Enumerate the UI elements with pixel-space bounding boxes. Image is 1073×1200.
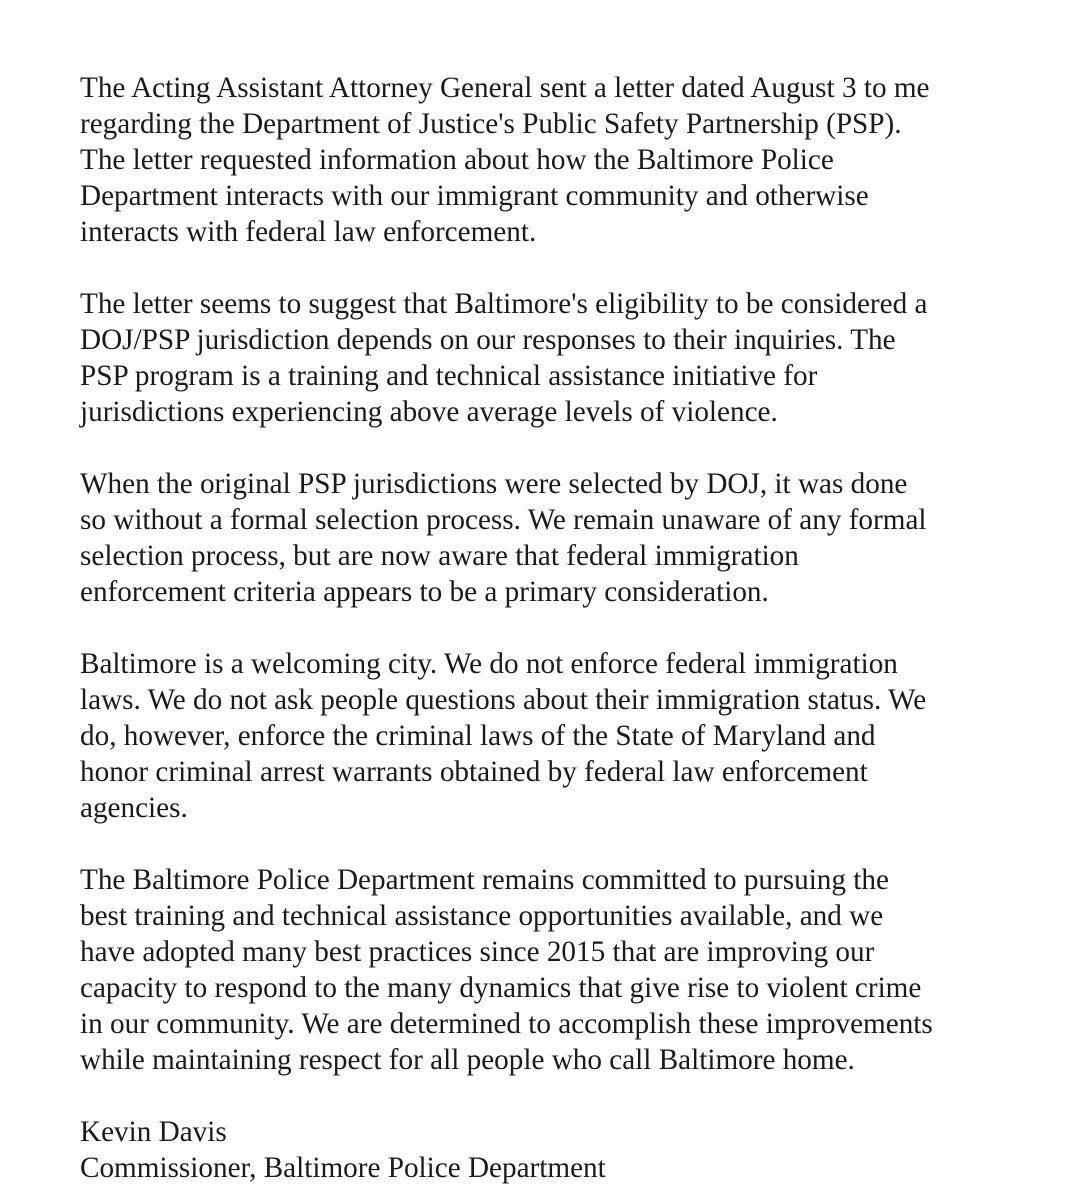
text-line: honor criminal arrest warrants obtained by federal law enforcement — [80, 756, 868, 788]
text-line: so without a formal selection process. We remain unaware of any formal — [80, 504, 927, 536]
text-line: Baltimore is a welcoming city. We do not enforce federal immigration — [80, 648, 898, 680]
paragraph-5 — [80, 862, 1070, 1078]
signature-name: Kevin Davis — [80, 1116, 227, 1148]
text-line: do, however, enforce the criminal laws of the State of Maryland and — [80, 720, 876, 752]
paragraph-3 — [80, 466, 1070, 610]
text-line: enforcement criteria appears to be a primary consideration. — [80, 576, 769, 608]
text-line: jurisdictions experiencing above average levels of violence. — [80, 396, 778, 428]
paragraph-2 — [80, 286, 1070, 430]
text-line: laws. We do not ask people questions about their immigration status. We — [80, 684, 927, 716]
text-line: The letter requested information about how the Baltimore Police — [80, 144, 834, 176]
text-line: regarding the Department of Justice's Public Safety Partnership (PSP). — [80, 108, 902, 140]
text-line: Department interacts with our immigrant community and otherwise — [80, 180, 869, 212]
text-line: The Acting Assistant Attorney General sent a letter dated August 3 to me — [80, 72, 930, 104]
text-line: have adopted many best practices since 2015 that are improving our — [80, 936, 875, 968]
paragraph-1 — [80, 70, 1070, 250]
text-line: DOJ/PSP jurisdiction depends on our responses to their inquiries. The — [80, 324, 896, 356]
letter-body — [80, 70, 1070, 1186]
text-line: in our community. We are determined to accomplish these improvements — [80, 1008, 933, 1040]
text-line: PSP program is a training and technical assistance initiative for — [80, 360, 818, 392]
signature-block — [80, 1114, 1070, 1186]
text-line: The Baltimore Police Department remains committed to pursuing the — [80, 864, 889, 896]
text-line: When the original PSP jurisdictions were selected by DOJ, it was done — [80, 468, 908, 500]
text-line: best training and technical assistance opportunities available, and we — [80, 900, 884, 932]
text-line: interacts with federal law enforcement. — [80, 216, 537, 248]
text-line: selection process, but are now aware that federal immigration — [80, 540, 799, 572]
text-line: agencies. — [80, 792, 188, 824]
paragraph-4 — [80, 646, 1070, 826]
text-line: while maintaining respect for all people who call Baltimore home. — [80, 1044, 855, 1076]
text-line: capacity to respond to the many dynamics that give rise to violent crime — [80, 972, 922, 1004]
signature-title: Commissioner, Baltimore Police Department — [80, 1152, 606, 1184]
text-line: The letter seems to suggest that Baltimore's eligibility to be considered a — [80, 288, 928, 320]
